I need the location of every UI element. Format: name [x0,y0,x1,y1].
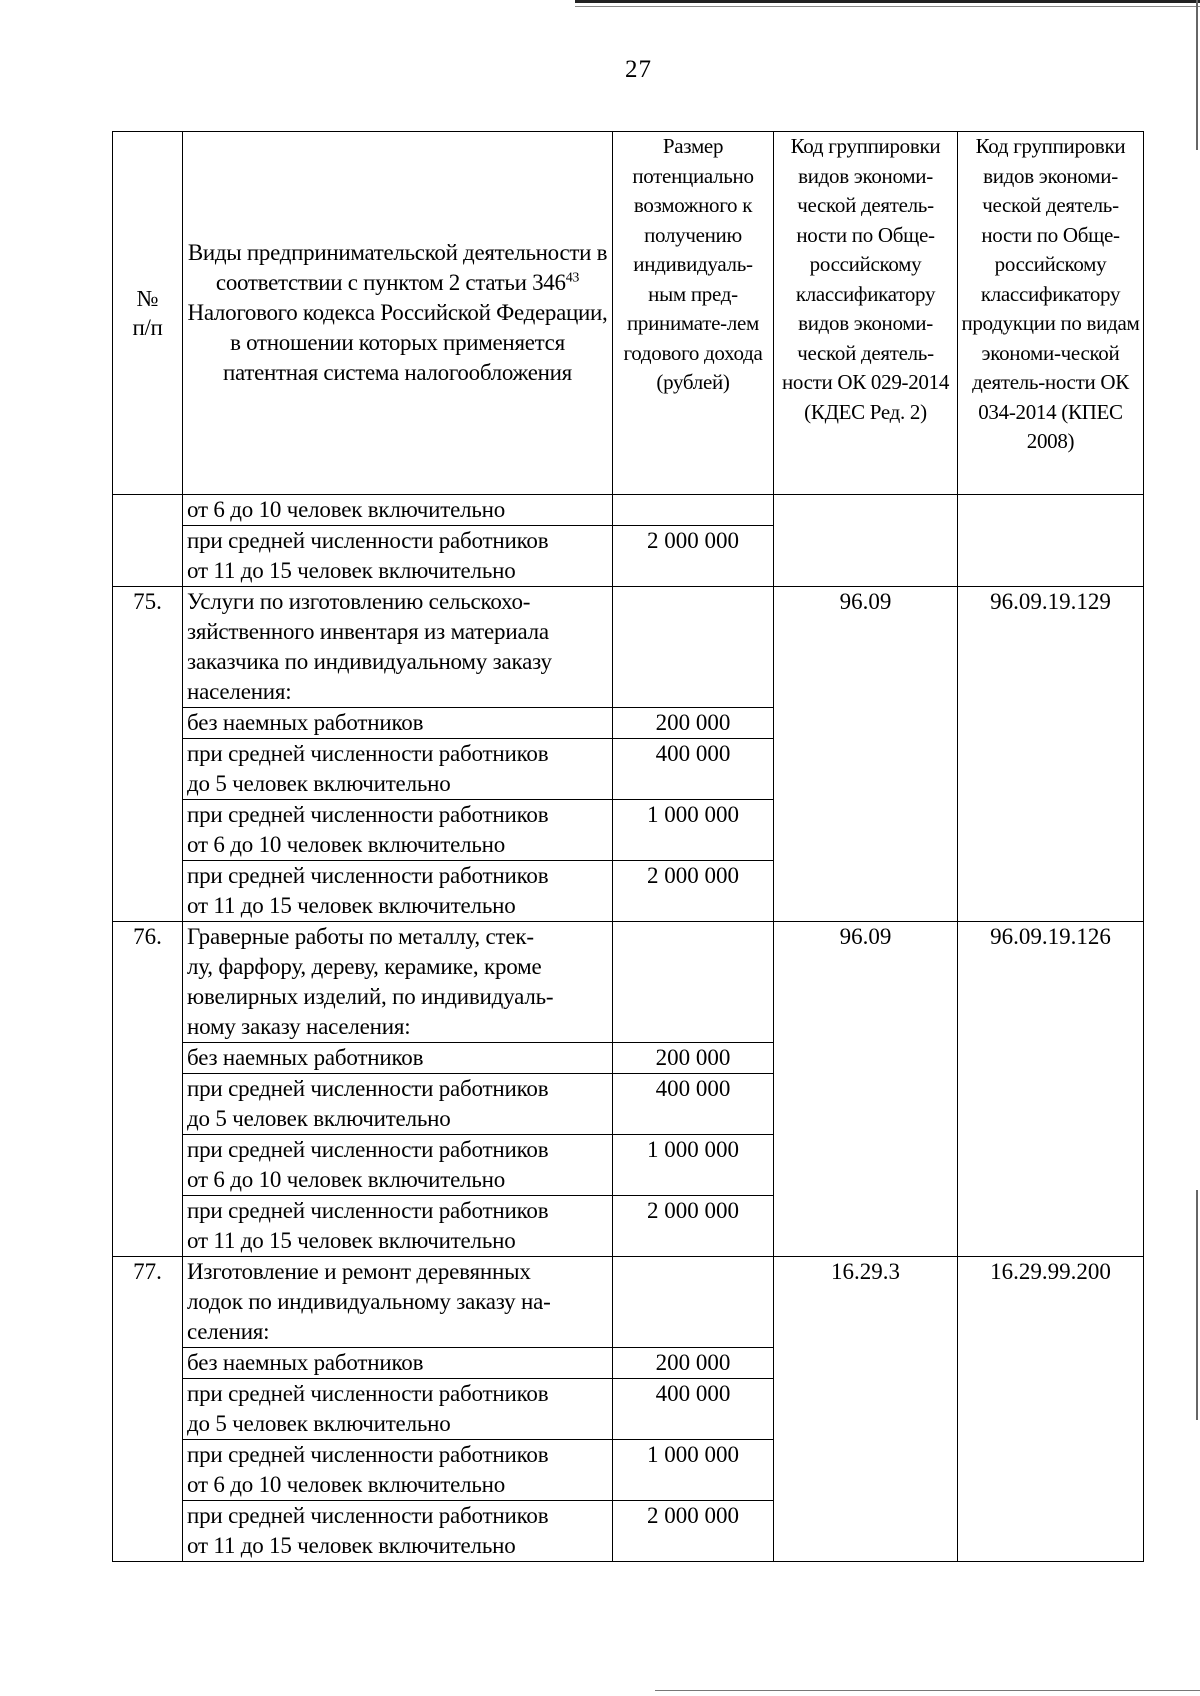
table-row [113,495,1144,526]
header-activity-type [183,132,613,495]
okpd-code: 16.29.99.200 [958,1257,1144,1562]
activity-title: Граверные работы по металлу, стек- лу, фарфору, дереву, керамике, кроме ювелирных изделий, по индивидуаль- ному заказу населения: [183,922,613,1043]
income-amount: 400 000 [613,1074,774,1135]
page-number: 27 [625,56,652,83]
income-amount [613,495,774,526]
activity-condition: при средней численности работников до 5 человек включительно [183,1074,613,1135]
okpd-code-empty [958,495,1144,587]
table-row [113,922,1144,1043]
activity-condition: при средней численности работников от 6 до 10 человек включительно [183,1135,613,1196]
activity-condition: при средней численности работников до 5 человек включительно [183,739,613,800]
income-amount: 1 000 000 [613,800,774,861]
header-activity-text-tail: Налогового кодекса Российской Федерации, в отношении которых применяется патентная система налогообложения [187,300,608,385]
header-number-text: № п/п [132,285,163,340]
activity-condition: от 6 до 10 человек включительно [183,495,613,526]
activity-condition: при средней численности работников от 6 до 10 человек включительно [183,1440,613,1501]
okved-code-empty [774,495,958,587]
activity-condition: при средней численности работников от 11 до 15 человек включительно [183,861,613,922]
activity-condition: без наемных работников [183,708,613,739]
patent-activities-table [112,131,1144,1562]
income-amount: 1 000 000 [613,1135,774,1196]
header-activity-superscript: 43 [565,270,580,286]
okpd-code: 96.09.19.129 [958,587,1144,922]
activity-condition: без наемных работников [183,1043,613,1074]
activity-condition: при средней численности работников от 11 до 15 человек включительно [183,1501,613,1562]
okved-code: 96.09 [774,922,958,1257]
income-amount-empty [613,1257,774,1348]
income-amount: 1 000 000 [613,1440,774,1501]
income-amount: 2 000 000 [613,861,774,922]
okved-code: 96.09 [774,587,958,922]
scan-bottom-rule [655,1690,1200,1691]
income-amount: 200 000 [613,1043,774,1074]
income-amount-empty [613,587,774,708]
header-income-amount: Размер потенциально возможного к получению индивидуаль-ным пред-принимате-лем годового дохода (рублей) [613,132,774,495]
activity-condition: при средней численности работников от 11 до 15 человек включительно [183,1196,613,1257]
activity-condition: при средней численности работников от 6 до 10 человек включительно [183,800,613,861]
header-activity-text: Виды предпринимательской деятельности в соответствии с пунктом 2 статьи 346 [187,240,608,295]
row-number-empty [113,495,183,587]
income-amount: 2 000 000 [613,1196,774,1257]
header-okved-code: Код группировки видов экономи-ческой деятель-ности по Обще-российскому классификатору видов экономи-ческой деятель-ности ОК 029-2014 (КДЕС Ред. 2) [774,132,958,495]
activity-condition: при средней численности работников от 11 до 15 человек включительно [183,526,613,587]
scan-top-rule-thin [575,6,1200,7]
income-amount-empty [613,922,774,1043]
income-amount: 400 000 [613,1379,774,1440]
income-amount: 2 000 000 [613,526,774,587]
row-number: 77. [113,1257,183,1562]
header-number [113,132,183,495]
income-amount: 200 000 [613,1348,774,1379]
activity-condition: без наемных работников [183,1348,613,1379]
row-number: 76. [113,922,183,1257]
okved-code: 16.29.3 [774,1257,958,1562]
row-number: 75. [113,587,183,922]
income-amount: 400 000 [613,739,774,800]
activity-title: Изготовление и ремонт деревянных лодок по индивидуальному заказу на- селения: [183,1257,613,1348]
income-amount: 2 000 000 [613,1501,774,1562]
table-header-row [113,132,1144,495]
scan-top-rule [575,0,1200,3]
table-row [113,1257,1144,1348]
okpd-code: 96.09.19.126 [958,922,1144,1257]
activity-condition: при средней численности работников до 5 человек включительно [183,1379,613,1440]
header-okpd-code: Код группировки видов экономи-ческой деятель-ности по Обще-российскому классификатору продукции по видам экономи-ческой деятель-ности ОК 034-2014 (КПЕС 2008) [958,132,1144,495]
income-amount: 200 000 [613,708,774,739]
activity-title: Услуги по изготовлению сельскохо- зяйственного инвентаря из материала заказчика по индивидуальному заказу населения: [183,587,613,708]
table-row [113,587,1144,708]
scan-edge-mark [1196,1190,1198,1420]
